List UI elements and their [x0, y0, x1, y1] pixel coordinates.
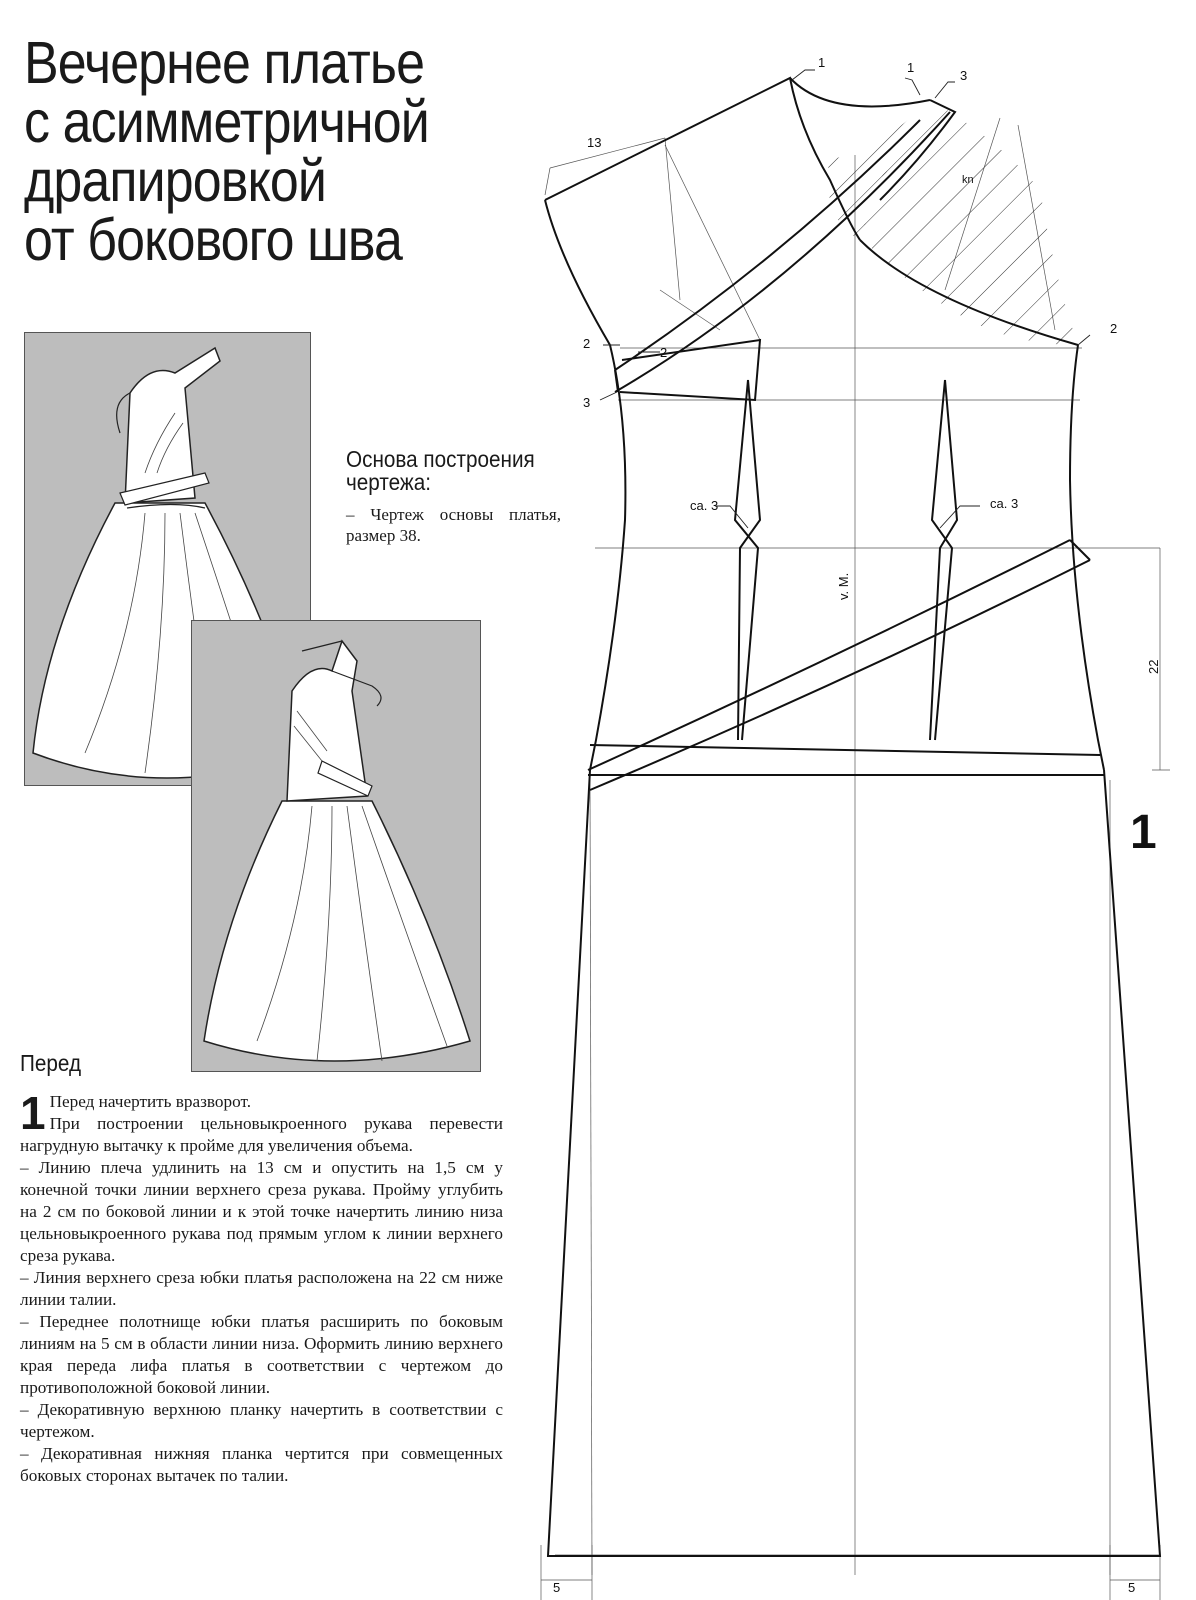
basis-text: – Чертеж основы платья, размер 38.	[346, 505, 561, 545]
figure-number: 1	[1130, 806, 1157, 859]
label-shoulder-extension: 13	[587, 135, 602, 150]
label-hem-left: 5	[553, 1580, 561, 1595]
label-skirt-drop: 22	[1146, 659, 1161, 674]
instruction-paragraph: При построении цельновыкроенного рукава перевести нагрудную вытачку к пройме для увеличения объема.	[20, 1114, 503, 1155]
title-line-2: с асимметричной	[24, 89, 429, 155]
title-line-1: Вечернее платье	[24, 30, 425, 96]
label-point-1-left: 1	[818, 55, 826, 70]
instruction-paragraph: – Декоративную верхнюю планку начертить в соответствии с чертежом.	[20, 1400, 503, 1441]
label-point-1-right: 1	[907, 60, 915, 75]
lower-waist-line	[590, 745, 1100, 755]
side-seam-guide-left	[590, 780, 592, 1575]
left-side-seam	[590, 345, 625, 770]
bust-dart-guide	[660, 290, 720, 330]
instruction-paragraph: – Переднее полотнище юбки платья расширить по боковым линиям на 5 см в области линии низа. Оформить линию верхнего края переда лифа платья в соответствии с чертежом до противоположной боковой линии.	[20, 1312, 503, 1397]
label-grain: kn	[962, 174, 974, 186]
pattern-outline	[545, 78, 1160, 1556]
instruction-paragraph: – Декоративная нижняя планка чертится при совмещенных боковых сторонах вытачек по талии.	[20, 1444, 503, 1485]
instruction-paragraph: – Линия верхнего среза юбки платья расположена на 22 см ниже линии талии.	[20, 1268, 503, 1309]
label-point-2-inner: 2	[660, 345, 668, 360]
instruction-paragraph: – Линию плеча удлинить на 13 см и опустить на 1,5 см у конечной точки линии верхнего среза рукава. Пройму углубить на 2 см по боковой линии и к этой точке начертить линию низа цельновыкроенного рукава под прямым углом к линии верхнего среза рукава.	[20, 1158, 503, 1265]
neckline-left	[545, 78, 860, 240]
neck-curve	[790, 78, 930, 106]
sleeve-underside	[545, 200, 610, 345]
label-center-front: v. M.	[836, 572, 851, 600]
lower-band-upper-edge	[588, 540, 1070, 770]
skirt-outline	[548, 770, 1160, 1556]
instruction-paragraph: Перед начертить вразворот.	[49, 1092, 251, 1111]
shoulder-guide	[550, 138, 665, 168]
title-line-3: драпировкой	[24, 148, 327, 214]
label-hem-right: 5	[1128, 1580, 1136, 1595]
label-dart-right: ca. 3	[990, 496, 1019, 511]
basis-heading-line-1: Основа построения	[346, 446, 535, 472]
step-number: 1	[20, 1087, 46, 1139]
label-point-3-top: 3	[960, 68, 968, 83]
section-title: Перед	[20, 1050, 82, 1076]
title-line-4: от бокового шва	[24, 207, 403, 273]
label-point-2-right: 2	[1110, 321, 1118, 336]
label-dart-left: ca. 3	[690, 498, 719, 513]
label-point-2-left: 2	[583, 336, 591, 351]
basis-heading-line-2: чертежа:	[346, 469, 431, 495]
label-point-3-left: 3	[583, 395, 591, 410]
